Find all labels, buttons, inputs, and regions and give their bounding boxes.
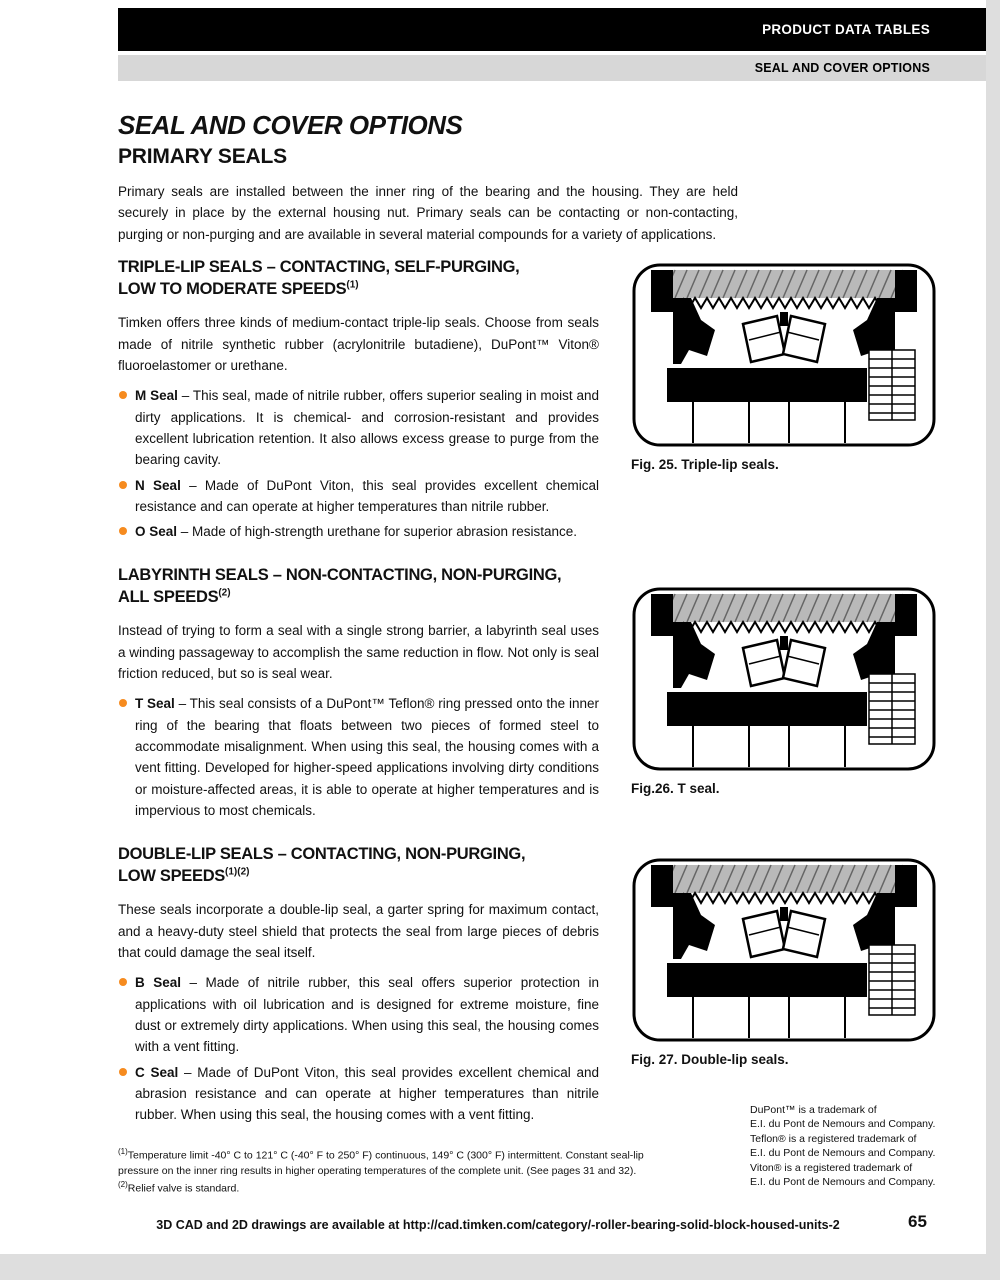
t-seal-cross-section-diagram [631, 586, 937, 772]
page-edge-bottom [0, 1254, 1000, 1280]
figure-caption: Fig.26. T seal. [631, 781, 720, 796]
bullet-text: – This seal, made of nitrile rubber, offers superior sealing in moist and dirty applications. It is chemical- and corrosion-resistant and provides excellent lubrication retention. It also allows excess grease to purge from the bearing cavity. [135, 388, 599, 468]
triple-lip-seal-cross-section-diagram [631, 262, 937, 448]
heading-superscript: (1) [346, 279, 359, 291]
bullet-text: – Made of DuPont Viton, this seal provides excellent chemical and abrasion resistance and can operate at higher temperatures than nitrile rubber. When using this seal, the housing comes with a vent fitting. [135, 1064, 599, 1123]
figure-25 [631, 262, 937, 472]
bullet-icon [119, 978, 127, 986]
bullet-icon [119, 1068, 127, 1076]
bullet-label: N Seal [135, 477, 181, 493]
section-body: Instead of trying to form a seal with a single strong barrier, a labyrinth seal uses a winding passageway to accomplish the same reduction in flow. Not only is seal friction reduced, but so is seal wear. [118, 623, 600, 681]
footer-cad-note[interactable]: 3D CAD and 2D drawings are available at http://cad.timken.com/category/-roller-bearing-solid-block-housed-units-2 [156, 1218, 840, 1232]
footnote-text: Temperature limit -40° C to 121° C (-40° F to 250° F) continuous, 149° C (300° F) intermittent. Constant seal-lip pressure on the inner ring results in higher operating temperatures of the complete unit. (See pages 31 and 32). [118, 1149, 644, 1177]
section-double-lip-seals [118, 843, 599, 1130]
footnote-marker: (1) [118, 1147, 128, 1156]
bullet-text: – Made of high-strength urethane for superior abrasion resistance. [177, 524, 578, 540]
section-heading-line2: LOW SPEEDS [118, 867, 226, 886]
trademark-line: E.I. du Pont de Nemours and Company. [750, 1118, 936, 1131]
page-edge-right [986, 0, 1000, 1280]
section-heading-line1: DOUBLE-LIP SEALS – CONTACTING, NON-PURGING, [118, 845, 526, 863]
bullet-list [118, 693, 599, 821]
bullet-label: O Seal [135, 524, 178, 540]
bullet-text: – This seal consists of a DuPont™ Teflon® ring pressed onto the inner ring of the bearing that floats between two pieces of formed steel to accommodate misalignment. When using this seal, the housing comes with a vent fitting. Developed for higher-speed applications involving dirty conditions or moisture-affected areas, it is able to operate at higher temperatures and is impervious to most chemicals. [135, 696, 599, 818]
bullet-label: T Seal [135, 696, 175, 712]
heading-superscript: (1)(2) [225, 866, 250, 878]
bullet-label: C Seal [135, 1064, 179, 1080]
subheader-title: SEAL AND COVER OPTIONS [754, 61, 930, 75]
intro-paragraph: Primary seals are installed between the inner ring of the bearing and the housing. They are held securely in place by the external housing nut. Primary seals can be contacting or non-contacting, purging or non-purging and are available in several material compounds for a variety of applications. [118, 184, 738, 242]
trademark-line: E.I. du Pont de Nemours and Company. [750, 1176, 936, 1189]
section-body: These seals incorporate a double-lip seal, a garter spring for maximum contact, and a heavy-duty steel shield that protects the seal from large pieces of debris that could damage the seal itself. [118, 902, 599, 960]
subheader-bar [118, 55, 986, 81]
bullet-item-m-seal [118, 385, 599, 470]
bullet-text: – Made of nitrile rubber, this seal offers superior protection in applications with oil lubrication and is designed for extreme moisture, fine dust or extremely dirty applications. When using this seal, the housing comes with a vent fitting. [135, 975, 599, 1055]
trademark-notes [750, 1103, 960, 1190]
bullet-icon [119, 699, 127, 707]
section-heading-line1: LABYRINTH SEALS – NON-CONTACTING, NON-PURGING, [118, 566, 562, 584]
bullet-item-c-seal [118, 1062, 599, 1126]
bullet-item-o-seal [118, 521, 599, 542]
section-heading-line2: LOW TO MODERATE SPEEDS [118, 280, 347, 299]
page-title: SEAL AND COVER OPTIONS [118, 110, 463, 140]
header-title: PRODUCT DATA TABLES [762, 22, 930, 37]
heading-superscript: (2) [218, 587, 231, 599]
figure-27 [631, 857, 937, 1067]
footnote-1 [118, 1146, 670, 1179]
section-triple-lip-seals [118, 256, 599, 547]
bullet-icon [119, 391, 127, 399]
section-heading [118, 843, 599, 887]
figure-caption: Fig. 27. Double-lip seals. [631, 1052, 789, 1067]
footnote-text: Relief valve is standard. [127, 1182, 240, 1195]
page-number: 65 [908, 1212, 927, 1231]
header-bar [118, 8, 986, 51]
bullet-icon [119, 481, 127, 489]
trademark-line: Teflon® is a registered trademark of [750, 1132, 917, 1145]
figure-caption: Fig. 25. Triple-lip seals. [631, 457, 779, 472]
bullet-list [118, 385, 599, 542]
page-subtitle: PRIMARY SEALS [118, 145, 287, 168]
bullet-icon [119, 527, 127, 535]
trademark-line: DuPont™ is a trademark of [750, 1104, 877, 1116]
bullet-item-b-seal [118, 972, 599, 1057]
bullet-label: M Seal [135, 388, 178, 404]
bullet-item-n-seal [118, 475, 599, 518]
section-heading [118, 564, 599, 608]
bullet-item-t-seal [118, 693, 599, 821]
figure-26 [631, 586, 937, 796]
footnote-2 [118, 1179, 670, 1197]
bullet-text: – Made of DuPont Viton, this seal provides excellent chemical resistance and can operate at higher temperatures than nitrile rubber. [135, 477, 599, 514]
section-heading-line2: ALL SPEEDS [118, 588, 219, 607]
section-heading-line1: TRIPLE-LIP SEALS – CONTACTING, SELF-PURGING, [118, 258, 520, 276]
footnote-marker: (2) [118, 1179, 128, 1189]
bullet-list [118, 972, 599, 1125]
section-heading [118, 256, 599, 300]
bullet-label: B Seal [135, 975, 182, 991]
section-body: Timken offers three kinds of medium-contact triple-lip seals. Choose from seals made of nitrile synthetic rubber (acrylonitrile butadiene), DuPont™ Viton® fluoroelastomer or urethane. [118, 315, 599, 373]
trademark-line: E.I. du Pont de Nemours and Company. [750, 1147, 936, 1160]
double-lip-seal-cross-section-diagram [631, 857, 937, 1043]
footnotes [118, 1146, 670, 1197]
section-labyrinth-seals [118, 564, 599, 825]
trademark-line: Viton® is a registered trademark of [750, 1161, 913, 1174]
